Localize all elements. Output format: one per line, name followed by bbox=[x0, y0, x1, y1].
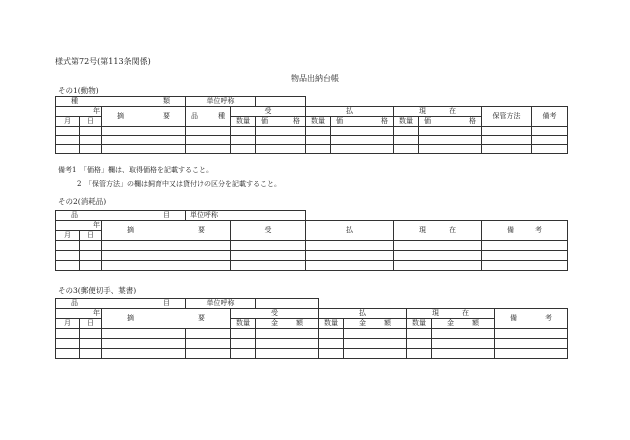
species-cell: 種 類 bbox=[56, 97, 186, 107]
summary-header: 摘 要 bbox=[102, 221, 231, 241]
year-label: 年 bbox=[56, 221, 102, 231]
stock-qty-header: 数量 bbox=[407, 319, 432, 329]
payment-header: 払 bbox=[319, 309, 407, 319]
header-row-1 bbox=[56, 211, 568, 221]
storage-method-header: 保管方法 bbox=[482, 107, 532, 127]
receipt-header: 受 bbox=[231, 221, 306, 241]
consumables-ledger-table bbox=[55, 210, 568, 271]
month-label: 月 bbox=[56, 319, 80, 329]
section-3-title: その3(郵便切手、葉書) bbox=[58, 286, 137, 295]
table-row bbox=[56, 261, 568, 271]
table-row bbox=[56, 241, 568, 251]
stock-header: 現 在 bbox=[394, 107, 482, 117]
payment-price-header: 価 格 bbox=[331, 117, 394, 127]
form-number: 様式第72号(第113条関係) bbox=[55, 57, 151, 66]
header-row-1 bbox=[56, 97, 568, 107]
payment-amount-header: 金 額 bbox=[344, 319, 407, 329]
table-row bbox=[56, 145, 568, 154]
item-cell: 品 目 bbox=[56, 299, 186, 309]
payment-qty-header: 数量 bbox=[306, 117, 331, 127]
table-row bbox=[56, 251, 568, 261]
remarks-header: 備 考 bbox=[495, 309, 568, 329]
stock-price-header: 価 格 bbox=[419, 117, 482, 127]
day-label: 日 bbox=[80, 231, 102, 241]
remarks-header: 備 考 bbox=[482, 221, 568, 241]
animal-ledger-table bbox=[55, 96, 568, 154]
receipt-amount-header: 金 額 bbox=[256, 319, 319, 329]
stock-header: 現 在 bbox=[407, 309, 495, 319]
day-label: 日 bbox=[80, 117, 102, 127]
table-row bbox=[56, 127, 568, 136]
stock-amount-header: 金 額 bbox=[432, 319, 495, 329]
receipt-qty-header: 数量 bbox=[231, 117, 256, 127]
receipt-qty-header: 数量 bbox=[231, 319, 256, 329]
header-row-1 bbox=[56, 299, 568, 309]
unit-label: 単位呼称 bbox=[186, 97, 256, 107]
table-row bbox=[56, 339, 568, 349]
summary-header: 摘 要 bbox=[102, 309, 231, 329]
payment-header: 払 bbox=[306, 107, 394, 117]
section-1-title: その1(動物) bbox=[58, 86, 99, 95]
header-row-2 bbox=[56, 221, 568, 231]
unit-value[interactable] bbox=[256, 299, 319, 309]
stamps-ledger-table bbox=[55, 298, 568, 359]
header-row-2 bbox=[56, 107, 568, 117]
receipt-header: 受 bbox=[231, 107, 306, 117]
table-row bbox=[56, 329, 568, 339]
variety-header: 品 種 bbox=[186, 107, 231, 127]
section-2-title: その2(消耗品) bbox=[58, 197, 107, 206]
unit-value[interactable] bbox=[256, 97, 306, 107]
document-title: 物品出納台帳 bbox=[291, 74, 339, 83]
item-cell: 品 目 bbox=[56, 211, 186, 221]
receipt-header: 受 bbox=[231, 309, 319, 319]
receipt-price-header: 価 格 bbox=[256, 117, 306, 127]
header-row-2 bbox=[56, 309, 568, 319]
stock-header: 現 在 bbox=[394, 221, 482, 241]
remarks-header: 備考 bbox=[532, 107, 568, 127]
table-row bbox=[56, 136, 568, 145]
stock-qty-header: 数量 bbox=[394, 117, 419, 127]
note-2: 2 「保管方法」の欄は飼育中又は貸付けの区分を記載すること。 bbox=[77, 180, 281, 188]
note-1: 備考1 「価格」欄は、取得価格を記載すること。 bbox=[58, 166, 213, 174]
unit-label: 単位呼称 bbox=[186, 299, 256, 309]
month-label: 月 bbox=[56, 117, 80, 127]
year-label: 年 bbox=[56, 107, 102, 117]
year-label: 年 bbox=[56, 309, 102, 319]
payment-header: 払 bbox=[306, 221, 394, 241]
month-label: 月 bbox=[56, 231, 80, 241]
payment-qty-header: 数量 bbox=[319, 319, 344, 329]
table-row bbox=[56, 349, 568, 359]
summary-header: 摘 要 bbox=[102, 107, 186, 127]
unit-cell: 単位呼称 bbox=[186, 211, 306, 221]
day-label: 日 bbox=[80, 319, 102, 329]
